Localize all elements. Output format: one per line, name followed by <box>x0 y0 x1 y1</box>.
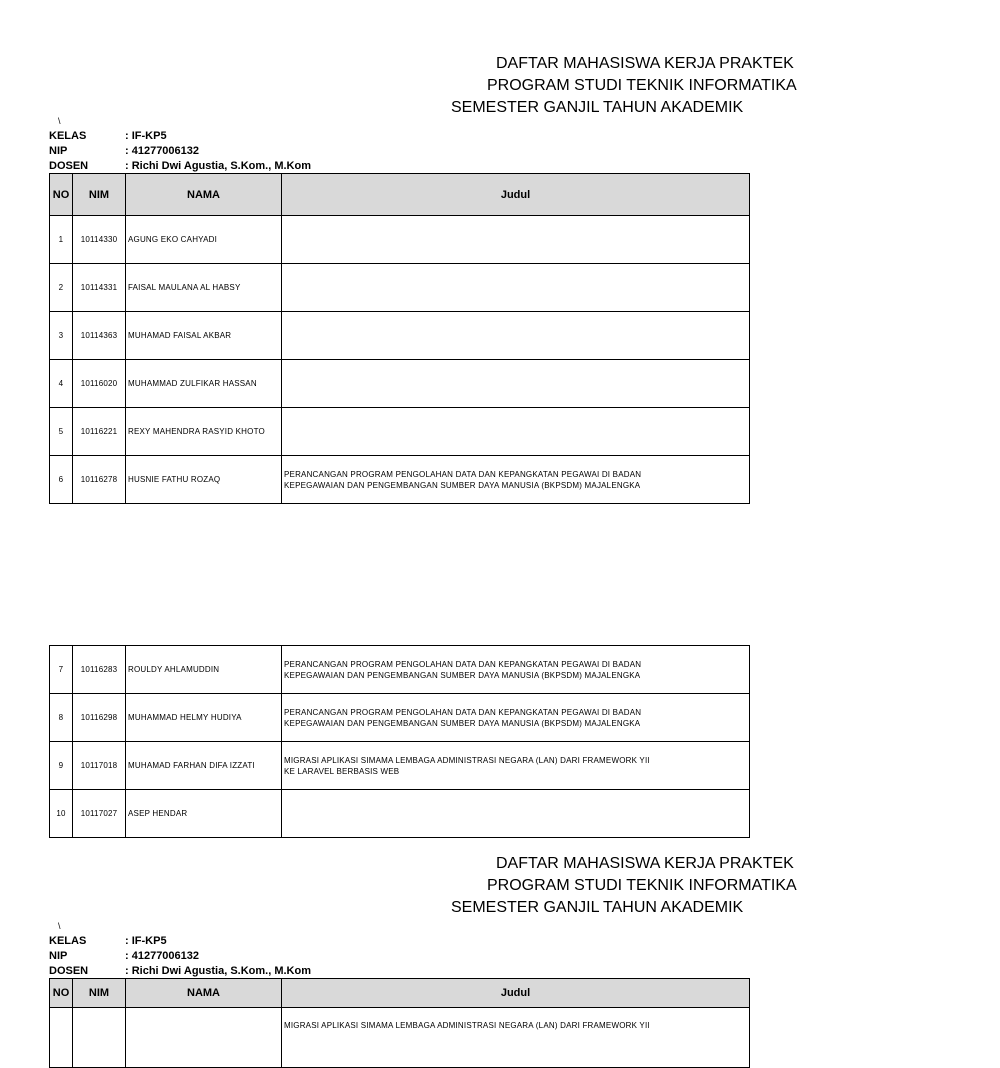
info-value: : 41277006132 <box>125 950 200 962</box>
judul-line: MIGRASI APLIKASI SIMAMA LEMBAGA ADMINISTRASI NEGARA (LAN) DARI FRAMEWORK YII <box>284 755 650 765</box>
table-row <box>50 360 750 408</box>
table-row <box>50 694 750 742</box>
col-header-nama: NAMA <box>126 979 282 1008</box>
cell-no: 8 <box>50 694 73 742</box>
cell-no: 4 <box>50 360 73 408</box>
col-header-judul: Judul <box>282 174 750 216</box>
cell-nama: MUHAMMAD ZULFIKAR HASSAN <box>126 360 282 408</box>
student-table-1 <box>49 173 750 504</box>
backslash-mark: \ <box>58 921 61 931</box>
cell-nama: FAISAL MAULANA AL HABSY <box>126 264 282 312</box>
cell-no: 9 <box>50 742 73 790</box>
info-label: DOSEN <box>49 965 89 977</box>
cell-judul <box>282 646 750 694</box>
cell-no: 10 <box>50 790 73 838</box>
judul-line: KEPEGAWAIAN DAN PENGEMBANGAN SUMBER DAYA MANUSIA (BKPSDM) MAJALENGKA <box>284 670 641 680</box>
col-header-nim: NIM <box>73 979 126 1008</box>
cell-nim: 10116278 <box>73 456 126 504</box>
title-line-3: SEMESTER GANJIL TAHUN AKADEMIK <box>451 899 744 916</box>
col-header-no: NO <box>50 174 73 216</box>
cell-nama: ROULDY AHLAMUDDIN <box>126 646 282 694</box>
table-row <box>50 646 750 694</box>
cell-nama: REXY MAHENDRA RASYID KHOTO <box>126 408 282 456</box>
cell-nim: 10117027 <box>73 790 126 838</box>
table-row <box>50 408 750 456</box>
cell-judul <box>282 456 750 504</box>
table-row <box>50 742 750 790</box>
cell-nim: 10114331 <box>73 264 126 312</box>
info-value: : IF-KP5 <box>125 935 167 947</box>
cell-nim: 10116221 <box>73 408 126 456</box>
cell-no <box>50 1008 73 1068</box>
cell-judul <box>282 312 750 360</box>
info-label: NIP <box>49 145 68 157</box>
title-line-1: DAFTAR MAHASISWA KERJA PRAKTEK <box>496 55 794 72</box>
table-row <box>50 456 750 504</box>
title-line-3: SEMESTER GANJIL TAHUN AKADEMIK <box>451 99 744 116</box>
info-value: : 41277006132 <box>125 145 200 157</box>
cell-no: 7 <box>50 646 73 694</box>
cell-nama: MUHAMAD FARHAN DIFA IZZATI <box>126 742 282 790</box>
cell-judul <box>282 742 750 790</box>
info-label: DOSEN <box>49 160 89 172</box>
table-row <box>50 1008 750 1068</box>
info-value: : IF-KP5 <box>125 130 167 142</box>
col-header-nama: NAMA <box>126 174 282 216</box>
info-label: NIP <box>49 950 68 962</box>
cell-nama: MUHAMMAD HELMY HUDIYA <box>126 694 282 742</box>
info-value: : Richi Dwi Agustia, S.Kom., M.Kom <box>125 965 311 977</box>
cell-nama: HUSNIE FATHU ROZAQ <box>126 456 282 504</box>
col-header-nim: NIM <box>73 174 126 216</box>
cell-nama: MUHAMAD FAISAL AKBAR <box>126 312 282 360</box>
table-row <box>50 790 750 838</box>
cell-nim: 10116298 <box>73 694 126 742</box>
judul-line: PERANCANGAN PROGRAM PENGOLAHAN DATA DAN KEPANGKATAN PEGAWAI DI BADAN <box>284 707 642 717</box>
title-line-2: PROGRAM STUDI TEKNIK INFORMATIKA <box>487 877 797 894</box>
cell-no: 5 <box>50 408 73 456</box>
cell-judul <box>282 408 750 456</box>
cell-judul <box>282 694 750 742</box>
cell-nim: 10116020 <box>73 360 126 408</box>
info-label: KELAS <box>49 935 87 947</box>
cell-nama: ASEP HENDAR <box>126 790 282 838</box>
cell-nim: 10116283 <box>73 646 126 694</box>
table-row <box>50 264 750 312</box>
cell-judul <box>282 790 750 838</box>
judul-line: PERANCANGAN PROGRAM PENGOLAHAN DATA DAN KEPANGKATAN PEGAWAI DI BADAN <box>284 659 642 669</box>
student-table-2 <box>49 645 750 838</box>
cell-judul <box>282 1008 750 1068</box>
cell-no: 1 <box>50 216 73 264</box>
judul-line: KEPEGAWAIAN DAN PENGEMBANGAN SUMBER DAYA MANUSIA (BKPSDM) MAJALENGKA <box>284 480 641 490</box>
col-header-no: NO <box>50 979 73 1008</box>
cell-nim <box>73 1008 126 1068</box>
table-row <box>50 216 750 264</box>
cell-nim: 10117018 <box>73 742 126 790</box>
cell-nim: 10114330 <box>73 216 126 264</box>
table-header-row <box>50 174 750 216</box>
cell-no: 6 <box>50 456 73 504</box>
col-header-judul: Judul <box>282 979 750 1008</box>
info-label: KELAS <box>49 130 87 142</box>
student-table-3 <box>49 978 750 1068</box>
cell-nama <box>126 1008 282 1068</box>
cell-nim: 10114363 <box>73 312 126 360</box>
cell-judul <box>282 216 750 264</box>
info-value: : Richi Dwi Agustia, S.Kom., M.Kom <box>125 160 311 172</box>
cell-judul <box>282 264 750 312</box>
judul-line: MIGRASI APLIKASI SIMAMA LEMBAGA ADMINISTRASI NEGARA (LAN) DARI FRAMEWORK YII <box>284 1021 650 1030</box>
table-row <box>50 312 750 360</box>
title-line-1: DAFTAR MAHASISWA KERJA PRAKTEK <box>496 855 794 872</box>
cell-nama: AGUNG EKO CAHYADI <box>126 216 282 264</box>
backslash-mark: \ <box>58 116 61 126</box>
cell-judul <box>282 360 750 408</box>
judul-line: PERANCANGAN PROGRAM PENGOLAHAN DATA DAN KEPANGKATAN PEGAWAI DI BADAN <box>284 469 642 479</box>
cell-no: 3 <box>50 312 73 360</box>
table-header-row <box>50 979 750 1008</box>
judul-line: KE LARAVEL BERBASIS WEB <box>284 766 400 776</box>
cell-no: 2 <box>50 264 73 312</box>
title-line-2: PROGRAM STUDI TEKNIK INFORMATIKA <box>487 77 797 94</box>
judul-line: KEPEGAWAIAN DAN PENGEMBANGAN SUMBER DAYA MANUSIA (BKPSDM) MAJALENGKA <box>284 718 641 728</box>
